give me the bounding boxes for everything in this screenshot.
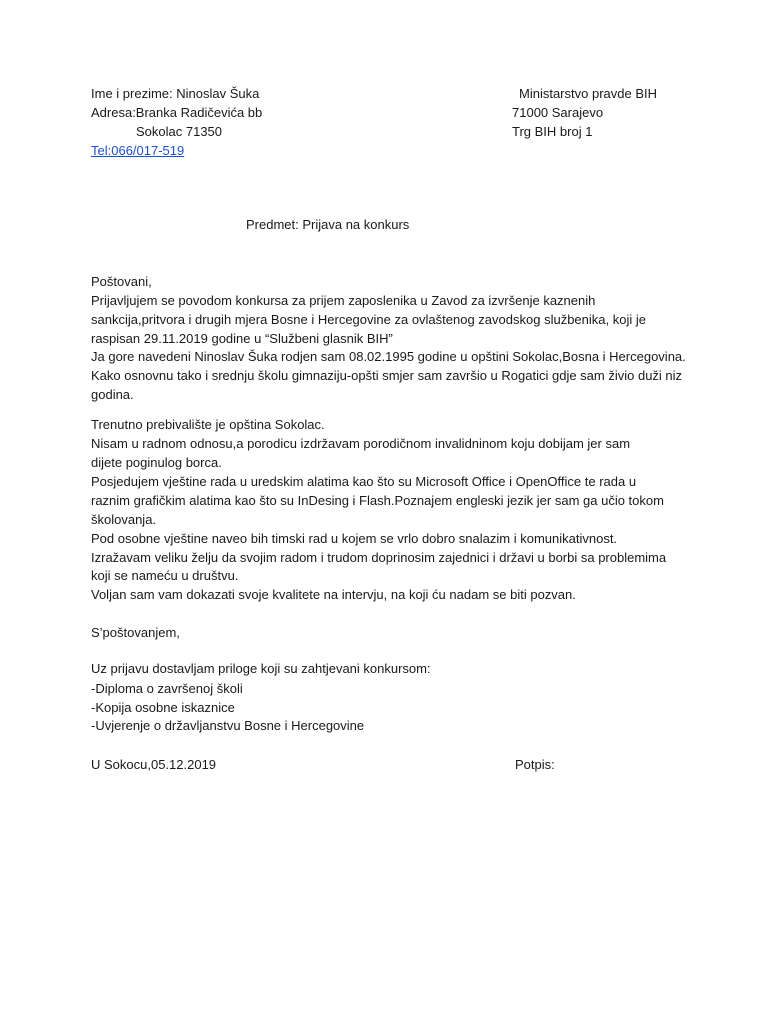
paragraph-line: Kako osnovnu tako i srednju školu gimnaziju-opšti smjer sam završio u Rogatici gdje sam živio duži niz — [91, 368, 683, 383]
sender-name: Ime i prezime: Ninoslav Šuka — [91, 86, 260, 101]
attachment-item: -Diploma o završenoj školi — [91, 681, 243, 696]
attachment-item: -Uvjerenje o državljanstvu Bosne i Hercegovine — [91, 718, 365, 733]
recipient-city: 71000 Sarajevo — [512, 105, 604, 120]
paragraph-line: Pod osobne vještine naveo bih timski rad u kojem se vrlo dobro snalazim i komunikativnost. — [91, 531, 618, 546]
attachments-intro: Uz prijavu dostavljam priloge koji su zahtjevani konkursom: — [91, 661, 431, 676]
paragraph-line: dijete poginulog borca. — [91, 455, 222, 470]
subject-line: Predmet: Prijava na konkurs — [246, 217, 410, 232]
closing: S’poštovanjem, — [91, 625, 180, 640]
paragraph-line: raznim grafičkim alatima kao što su InDesing i Flash.Poznajem engleski jezik jer sam ga učio tokom — [91, 493, 664, 508]
attachment-item: -Kopija osobne iskaznice — [91, 700, 235, 715]
signature-label: Potpis: — [515, 757, 555, 772]
recipient-institution: Ministarstvo pravde BIH — [519, 86, 657, 101]
paragraph-line: Nisam u radnom odnosu,a porodicu izdržavam porodičnom invalidninom koju dobijam jer sam — [91, 436, 631, 451]
sender-address: Adresa:Branka Radičevića bb — [91, 105, 263, 120]
paragraph-line: Ja gore navedeni Ninoslav Šuka rodjen sam 08.02.1995 godine u opštini Sokolac,Bosna i Hercegovina. — [91, 349, 686, 364]
paragraph-line: Posjedujem vještine rada u uredskim alatima kao što su Microsoft Office i OpenOffice te rada u — [91, 474, 637, 489]
paragraph-line: godina. — [91, 387, 134, 402]
sender-phone-link[interactable]: Tel:066/017-519 — [91, 143, 185, 158]
paragraph-line: sankcija,pritvora i drugih mjera Bosne i Hercegovine za ovlaštenog zavodskog službenika, koji je — [91, 312, 646, 327]
paragraph-line: raspisan 29.11.2019 godine u “Službeni glasnik BIH” — [91, 331, 393, 346]
sender-city: Sokolac 71350 — [136, 124, 223, 139]
paragraph-line: koji se nameću u društvu. — [91, 568, 239, 583]
paragraph-line: Voljan sam vam dokazati svoje kvalitete na intervju, na koji ću nadam se biti pozvan. — [91, 587, 576, 602]
paragraph-line: školovanja. — [91, 512, 157, 527]
paragraph-line: Izražavam veliku želju da svojim radom i trudom doprinosim zajednici i državi u borbi sa problemima — [91, 550, 667, 565]
paragraph-line: Trenutno prebivalište je opština Sokolac. — [91, 417, 325, 432]
recipient-street: Trg BIH broj 1 — [512, 124, 593, 139]
paragraph-line: Prijavljujem se povodom konkursa za prijem zaposlenika u Zavod za izvršenje kaznenih — [91, 293, 596, 308]
greeting: Poštovani, — [91, 274, 152, 289]
place-date: U Sokocu,05.12.2019 — [91, 757, 217, 772]
